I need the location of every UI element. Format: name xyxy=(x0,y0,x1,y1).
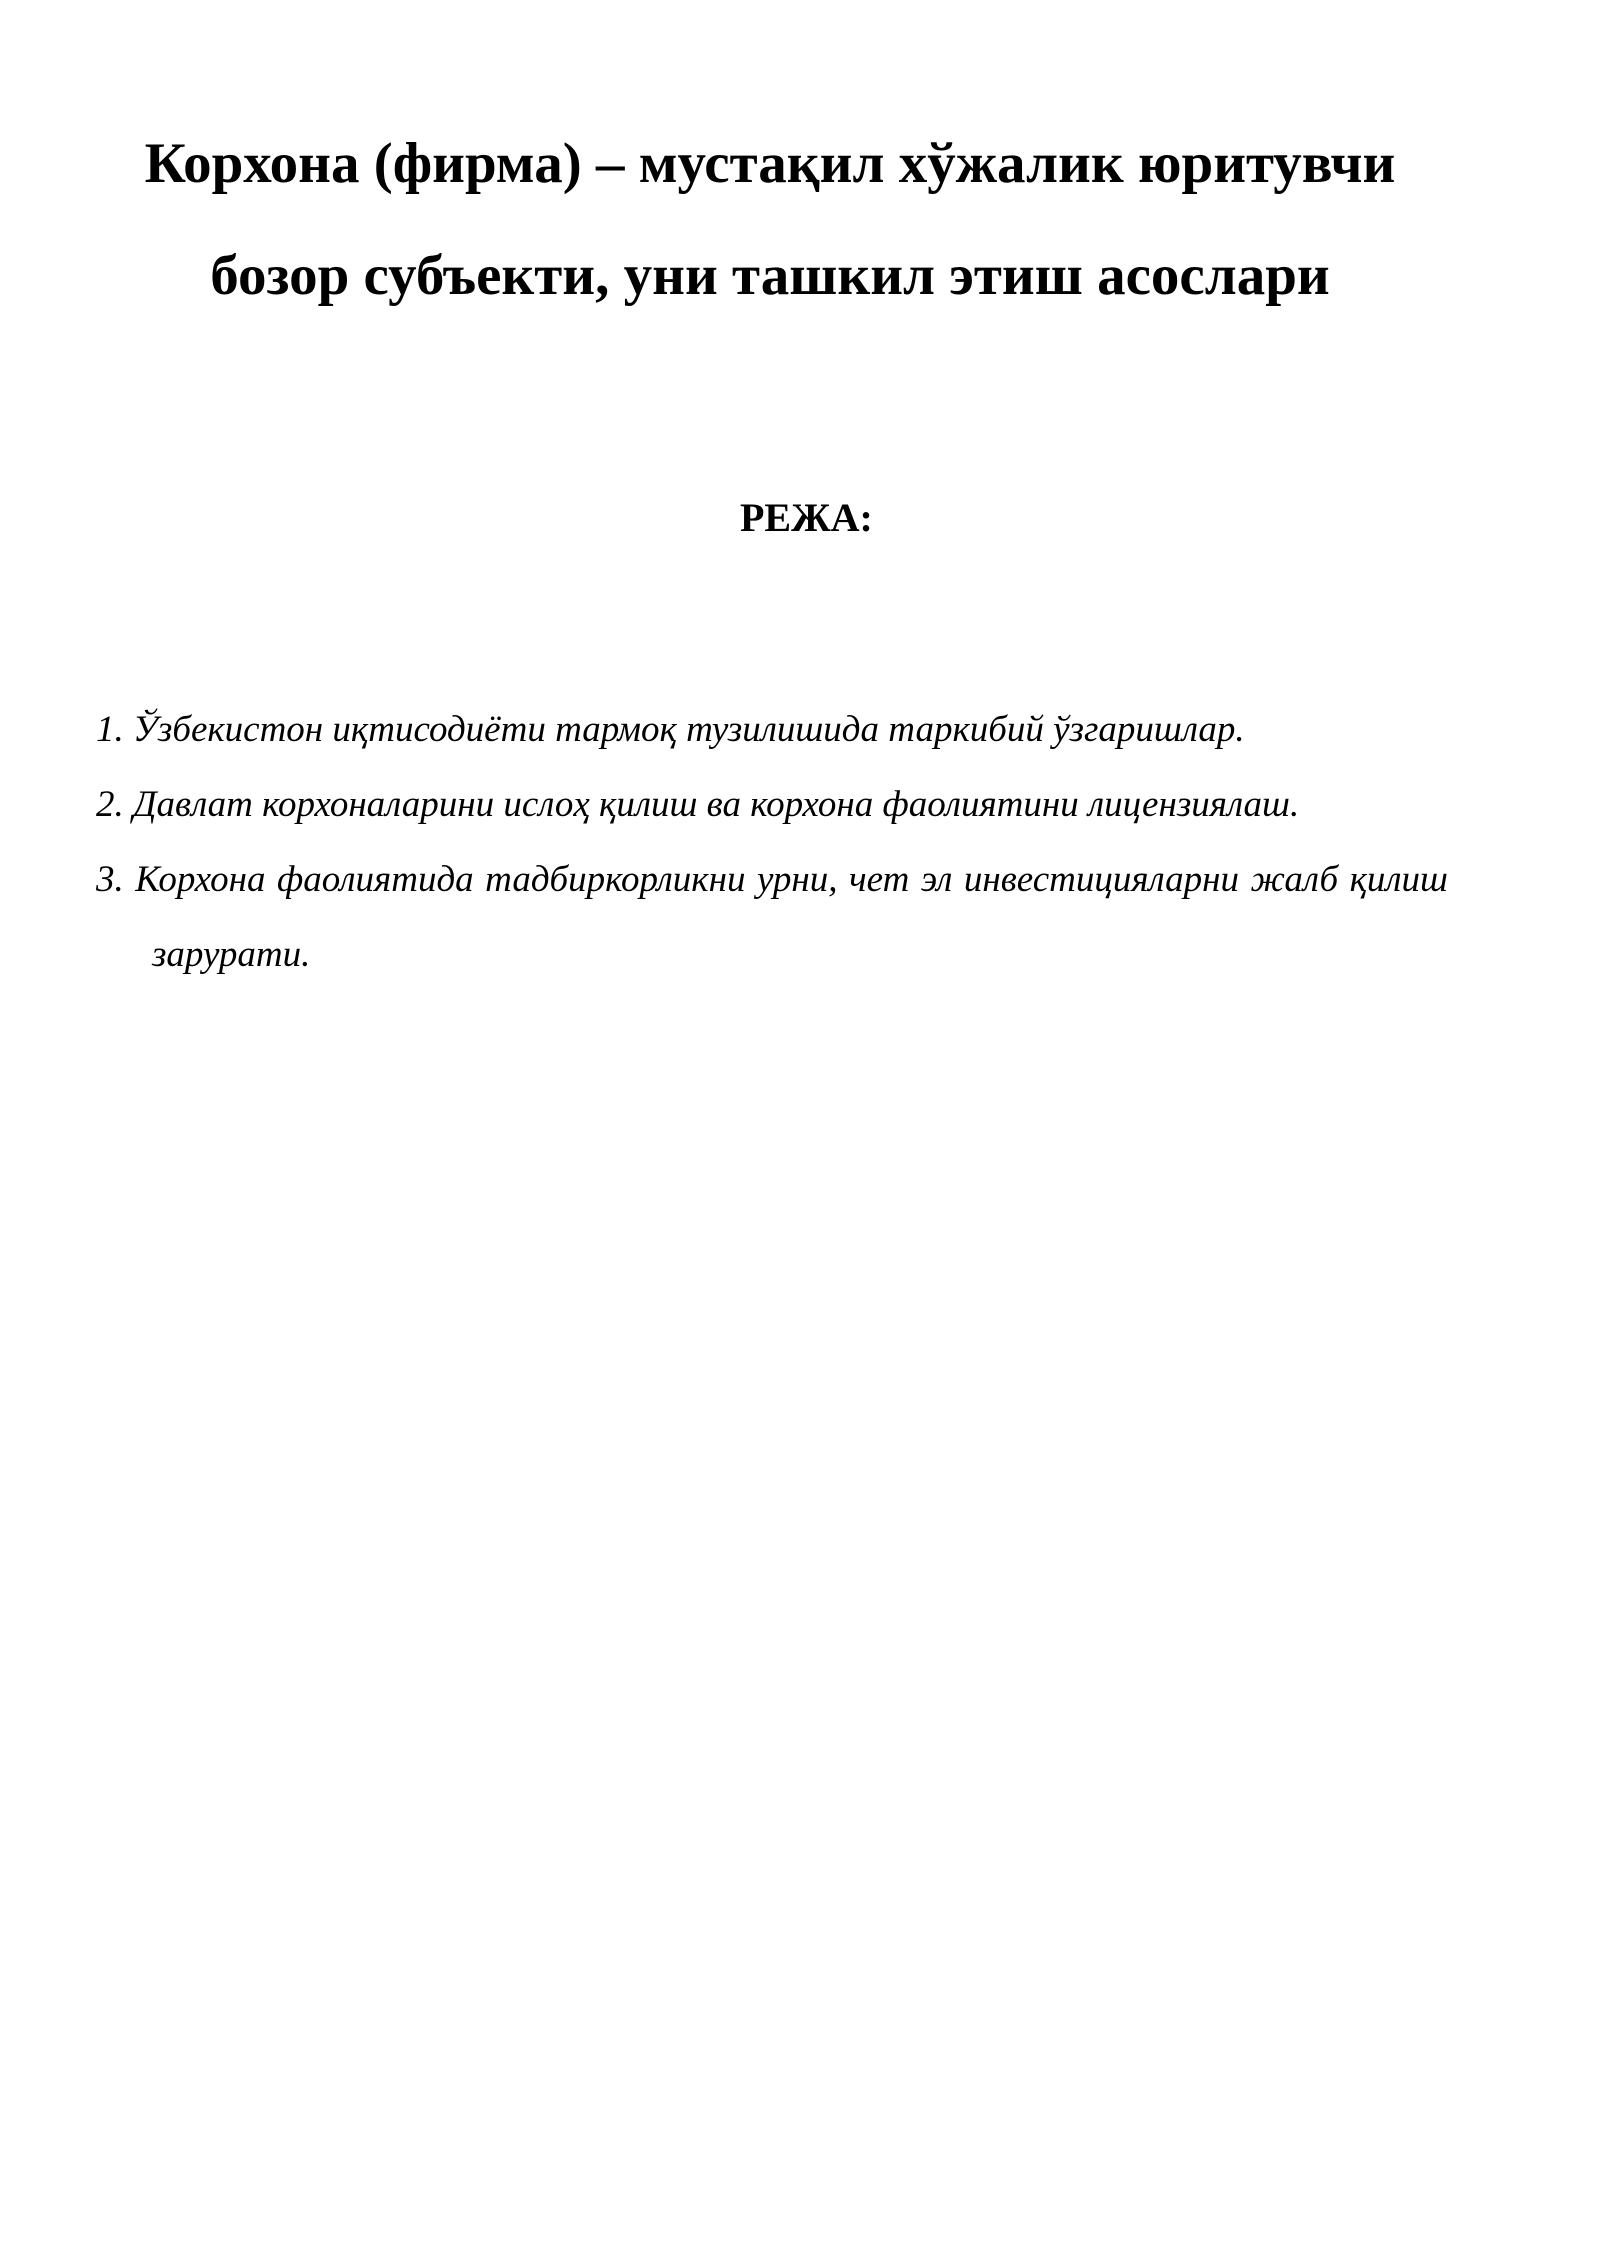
title-line-2: бозор субъекти, уни ташкил этиш асослари xyxy=(210,244,1330,307)
plan-item-1: 1. Ўзбекистон иқтисодиёти тармоқ тузилишида таркибий ўзгаришлар. xyxy=(96,709,1245,750)
plan-list xyxy=(96,692,1448,992)
plan-heading: РЕЖА: xyxy=(740,495,873,540)
plan-item-3: 3. Корхона фаолиятида тадбиркорликни урни, чет эл инвестицияларни жалб қилиш зарурати. xyxy=(96,859,1448,975)
title-line-1: Корхона (фирма) – мустақил хўжалик юритувчи xyxy=(144,132,1396,195)
document-title xyxy=(60,108,1480,332)
plan-item-2: 2. Давлат корхоналарини ислоҳ қилиш ва корхона фаолиятини лицензиялаш. xyxy=(96,784,1300,825)
